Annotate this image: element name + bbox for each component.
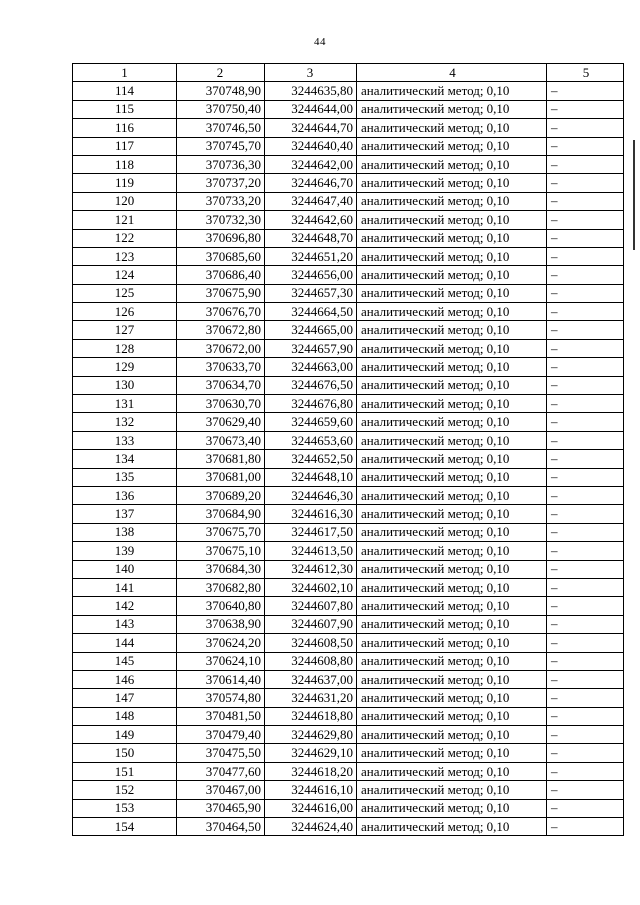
method-accuracy-cell: аналитический метод; 0,10 bbox=[357, 413, 547, 431]
table-row bbox=[73, 303, 624, 321]
note-cell: – bbox=[547, 119, 624, 137]
point-number-cell: 152 bbox=[73, 781, 177, 799]
table-row bbox=[73, 744, 624, 762]
table-row bbox=[73, 726, 624, 744]
note-cell: – bbox=[547, 155, 624, 173]
y-coordinate-cell: 3244665,00 bbox=[265, 321, 357, 339]
note-cell: – bbox=[547, 192, 624, 210]
y-coordinate-cell: 3244644,00 bbox=[265, 100, 357, 118]
note-cell: – bbox=[547, 450, 624, 468]
method-accuracy-cell: аналитический метод; 0,10 bbox=[357, 100, 547, 118]
y-coordinate-cell: 3244637,00 bbox=[265, 670, 357, 688]
note-cell: – bbox=[547, 652, 624, 670]
table-row bbox=[73, 137, 624, 155]
method-accuracy-cell: аналитический метод; 0,10 bbox=[357, 486, 547, 504]
x-coordinate-cell: 370630,70 bbox=[177, 395, 265, 413]
y-coordinate-cell: 3244646,30 bbox=[265, 486, 357, 504]
method-accuracy-cell: аналитический метод; 0,10 bbox=[357, 450, 547, 468]
note-cell: – bbox=[547, 247, 624, 265]
table-row bbox=[73, 247, 624, 265]
table-row bbox=[73, 229, 624, 247]
x-coordinate-cell: 370676,70 bbox=[177, 303, 265, 321]
point-number-cell: 139 bbox=[73, 542, 177, 560]
method-accuracy-cell: аналитический метод; 0,10 bbox=[357, 395, 547, 413]
y-coordinate-cell: 3244616,10 bbox=[265, 781, 357, 799]
x-coordinate-cell: 370634,70 bbox=[177, 376, 265, 394]
method-accuracy-cell: аналитический метод; 0,10 bbox=[357, 818, 547, 836]
x-coordinate-cell: 370684,90 bbox=[177, 505, 265, 523]
x-coordinate-cell: 370633,70 bbox=[177, 358, 265, 376]
table-row bbox=[73, 560, 624, 578]
note-cell: – bbox=[547, 211, 624, 229]
method-accuracy-cell: аналитический метод; 0,10 bbox=[357, 542, 547, 560]
x-coordinate-cell: 370736,30 bbox=[177, 155, 265, 173]
x-coordinate-cell: 370682,80 bbox=[177, 578, 265, 596]
y-coordinate-cell: 3244616,30 bbox=[265, 505, 357, 523]
x-coordinate-cell: 370696,80 bbox=[177, 229, 265, 247]
y-coordinate-cell: 3244608,80 bbox=[265, 652, 357, 670]
x-coordinate-cell: 370737,20 bbox=[177, 174, 265, 192]
point-number-cell: 144 bbox=[73, 634, 177, 652]
note-cell: – bbox=[547, 615, 624, 633]
table-row bbox=[73, 615, 624, 633]
point-number-cell: 126 bbox=[73, 303, 177, 321]
method-accuracy-cell: аналитический метод; 0,10 bbox=[357, 634, 547, 652]
x-coordinate-cell: 370686,40 bbox=[177, 266, 265, 284]
point-number-cell: 128 bbox=[73, 339, 177, 357]
table-row bbox=[73, 266, 624, 284]
y-coordinate-cell: 3244676,50 bbox=[265, 376, 357, 394]
y-coordinate-cell: 3244618,80 bbox=[265, 707, 357, 725]
note-cell: – bbox=[547, 578, 624, 596]
scan-edge-mark bbox=[633, 140, 635, 250]
method-accuracy-cell: аналитический метод; 0,10 bbox=[357, 726, 547, 744]
point-number-cell: 118 bbox=[73, 155, 177, 173]
y-coordinate-cell: 3244648,10 bbox=[265, 468, 357, 486]
note-cell: – bbox=[547, 266, 624, 284]
y-coordinate-cell: 3244647,40 bbox=[265, 192, 357, 210]
point-number-cell: 150 bbox=[73, 744, 177, 762]
x-coordinate-cell: 370479,40 bbox=[177, 726, 265, 744]
point-number-cell: 149 bbox=[73, 726, 177, 744]
note-cell: – bbox=[547, 689, 624, 707]
method-accuracy-cell: аналитический метод; 0,10 bbox=[357, 303, 547, 321]
coordinates-table bbox=[72, 63, 624, 836]
y-coordinate-cell: 3244657,90 bbox=[265, 339, 357, 357]
table-row bbox=[73, 450, 624, 468]
table-row bbox=[73, 211, 624, 229]
table-row bbox=[73, 192, 624, 210]
method-accuracy-cell: аналитический метод; 0,10 bbox=[357, 119, 547, 137]
note-cell: – bbox=[547, 229, 624, 247]
table-row bbox=[73, 634, 624, 652]
point-number-cell: 124 bbox=[73, 266, 177, 284]
note-cell: – bbox=[547, 634, 624, 652]
y-coordinate-cell: 3244616,00 bbox=[265, 799, 357, 817]
y-coordinate-cell: 3244629,80 bbox=[265, 726, 357, 744]
table-row bbox=[73, 321, 624, 339]
x-coordinate-cell: 370675,70 bbox=[177, 523, 265, 541]
point-number-cell: 140 bbox=[73, 560, 177, 578]
point-number-cell: 122 bbox=[73, 229, 177, 247]
note-cell: – bbox=[547, 523, 624, 541]
column-header-5: 5 bbox=[547, 64, 624, 82]
method-accuracy-cell: аналитический метод; 0,10 bbox=[357, 597, 547, 615]
y-coordinate-cell: 3244642,60 bbox=[265, 211, 357, 229]
table-row bbox=[73, 358, 624, 376]
point-number-cell: 142 bbox=[73, 597, 177, 615]
x-coordinate-cell: 370672,80 bbox=[177, 321, 265, 339]
method-accuracy-cell: аналитический метод; 0,10 bbox=[357, 689, 547, 707]
note-cell: – bbox=[547, 560, 624, 578]
y-coordinate-cell: 3244629,10 bbox=[265, 744, 357, 762]
note-cell: – bbox=[547, 82, 624, 100]
note-cell: – bbox=[547, 303, 624, 321]
y-coordinate-cell: 3244602,10 bbox=[265, 578, 357, 596]
point-number-cell: 141 bbox=[73, 578, 177, 596]
note-cell: – bbox=[547, 670, 624, 688]
note-cell: – bbox=[547, 799, 624, 817]
table-row bbox=[73, 119, 624, 137]
table-row bbox=[73, 395, 624, 413]
x-coordinate-cell: 370689,20 bbox=[177, 486, 265, 504]
method-accuracy-cell: аналитический метод; 0,10 bbox=[357, 799, 547, 817]
note-cell: – bbox=[547, 505, 624, 523]
x-coordinate-cell: 370464,50 bbox=[177, 818, 265, 836]
point-number-cell: 135 bbox=[73, 468, 177, 486]
table-row bbox=[73, 100, 624, 118]
x-coordinate-cell: 370750,40 bbox=[177, 100, 265, 118]
method-accuracy-cell: аналитический метод; 0,10 bbox=[357, 266, 547, 284]
point-number-cell: 153 bbox=[73, 799, 177, 817]
point-number-cell: 125 bbox=[73, 284, 177, 302]
table-row bbox=[73, 339, 624, 357]
y-coordinate-cell: 3244618,20 bbox=[265, 762, 357, 780]
column-header-2: 2 bbox=[177, 64, 265, 82]
point-number-cell: 136 bbox=[73, 486, 177, 504]
method-accuracy-cell: аналитический метод; 0,10 bbox=[357, 229, 547, 247]
y-coordinate-cell: 3244608,50 bbox=[265, 634, 357, 652]
method-accuracy-cell: аналитический метод; 0,10 bbox=[357, 431, 547, 449]
method-accuracy-cell: аналитический метод; 0,10 bbox=[357, 211, 547, 229]
point-number-cell: 114 bbox=[73, 82, 177, 100]
method-accuracy-cell: аналитический метод; 0,10 bbox=[357, 321, 547, 339]
note-cell: – bbox=[547, 376, 624, 394]
y-coordinate-cell: 3244613,50 bbox=[265, 542, 357, 560]
method-accuracy-cell: аналитический метод; 0,10 bbox=[357, 578, 547, 596]
table-row bbox=[73, 431, 624, 449]
y-coordinate-cell: 3244631,20 bbox=[265, 689, 357, 707]
x-coordinate-cell: 370745,70 bbox=[177, 137, 265, 155]
x-coordinate-cell: 370467,00 bbox=[177, 781, 265, 799]
point-number-cell: 148 bbox=[73, 707, 177, 725]
method-accuracy-cell: аналитический метод; 0,10 bbox=[357, 137, 547, 155]
point-number-cell: 115 bbox=[73, 100, 177, 118]
method-accuracy-cell: аналитический метод; 0,10 bbox=[357, 652, 547, 670]
point-number-cell: 121 bbox=[73, 211, 177, 229]
note-cell: – bbox=[547, 597, 624, 615]
method-accuracy-cell: аналитический метод; 0,10 bbox=[357, 762, 547, 780]
y-coordinate-cell: 3244617,50 bbox=[265, 523, 357, 541]
point-number-cell: 117 bbox=[73, 137, 177, 155]
table-row bbox=[73, 652, 624, 670]
x-coordinate-cell: 370675,90 bbox=[177, 284, 265, 302]
method-accuracy-cell: аналитический метод; 0,10 bbox=[357, 192, 547, 210]
x-coordinate-cell: 370748,90 bbox=[177, 82, 265, 100]
note-cell: – bbox=[547, 486, 624, 504]
table-body bbox=[73, 82, 624, 836]
y-coordinate-cell: 3244664,50 bbox=[265, 303, 357, 321]
note-cell: – bbox=[547, 395, 624, 413]
method-accuracy-cell: аналитический метод; 0,10 bbox=[357, 174, 547, 192]
point-number-cell: 137 bbox=[73, 505, 177, 523]
x-coordinate-cell: 370614,40 bbox=[177, 670, 265, 688]
method-accuracy-cell: аналитический метод; 0,10 bbox=[357, 707, 547, 725]
y-coordinate-cell: 3244663,00 bbox=[265, 358, 357, 376]
method-accuracy-cell: аналитический метод; 0,10 bbox=[357, 505, 547, 523]
x-coordinate-cell: 370475,50 bbox=[177, 744, 265, 762]
table-row bbox=[73, 523, 624, 541]
x-coordinate-cell: 370684,30 bbox=[177, 560, 265, 578]
table-row bbox=[73, 762, 624, 780]
y-coordinate-cell: 3244653,60 bbox=[265, 431, 357, 449]
x-coordinate-cell: 370465,90 bbox=[177, 799, 265, 817]
method-accuracy-cell: аналитический метод; 0,10 bbox=[357, 339, 547, 357]
y-coordinate-cell: 3244648,70 bbox=[265, 229, 357, 247]
method-accuracy-cell: аналитический метод; 0,10 bbox=[357, 284, 547, 302]
method-accuracy-cell: аналитический метод; 0,10 bbox=[357, 615, 547, 633]
point-number-cell: 129 bbox=[73, 358, 177, 376]
method-accuracy-cell: аналитический метод; 0,10 bbox=[357, 82, 547, 100]
y-coordinate-cell: 3244624,40 bbox=[265, 818, 357, 836]
note-cell: – bbox=[547, 137, 624, 155]
method-accuracy-cell: аналитический метод; 0,10 bbox=[357, 247, 547, 265]
x-coordinate-cell: 370481,50 bbox=[177, 707, 265, 725]
method-accuracy-cell: аналитический метод; 0,10 bbox=[357, 376, 547, 394]
x-coordinate-cell: 370685,60 bbox=[177, 247, 265, 265]
point-number-cell: 145 bbox=[73, 652, 177, 670]
table-row bbox=[73, 818, 624, 836]
point-number-cell: 147 bbox=[73, 689, 177, 707]
note-cell: – bbox=[547, 339, 624, 357]
method-accuracy-cell: аналитический метод; 0,10 bbox=[357, 560, 547, 578]
x-coordinate-cell: 370681,00 bbox=[177, 468, 265, 486]
point-number-cell: 151 bbox=[73, 762, 177, 780]
table-row bbox=[73, 578, 624, 596]
y-coordinate-cell: 3244651,20 bbox=[265, 247, 357, 265]
y-coordinate-cell: 3244607,80 bbox=[265, 597, 357, 615]
x-coordinate-cell: 370672,00 bbox=[177, 339, 265, 357]
page-number: 44 bbox=[314, 36, 326, 48]
point-number-cell: 154 bbox=[73, 818, 177, 836]
x-coordinate-cell: 370477,60 bbox=[177, 762, 265, 780]
point-number-cell: 130 bbox=[73, 376, 177, 394]
method-accuracy-cell: аналитический метод; 0,10 bbox=[357, 523, 547, 541]
note-cell: – bbox=[547, 174, 624, 192]
y-coordinate-cell: 3244676,80 bbox=[265, 395, 357, 413]
table-row bbox=[73, 174, 624, 192]
point-number-cell: 127 bbox=[73, 321, 177, 339]
table-row bbox=[73, 413, 624, 431]
x-coordinate-cell: 370746,50 bbox=[177, 119, 265, 137]
note-cell: – bbox=[547, 468, 624, 486]
y-coordinate-cell: 3244612,30 bbox=[265, 560, 357, 578]
note-cell: – bbox=[547, 707, 624, 725]
note-cell: – bbox=[547, 321, 624, 339]
note-cell: – bbox=[547, 744, 624, 762]
table-row bbox=[73, 82, 624, 100]
y-coordinate-cell: 3244642,00 bbox=[265, 155, 357, 173]
point-number-cell: 133 bbox=[73, 431, 177, 449]
point-number-cell: 120 bbox=[73, 192, 177, 210]
x-coordinate-cell: 370638,90 bbox=[177, 615, 265, 633]
x-coordinate-cell: 370675,10 bbox=[177, 542, 265, 560]
table-header-row bbox=[73, 64, 624, 82]
table-row bbox=[73, 284, 624, 302]
point-number-cell: 143 bbox=[73, 615, 177, 633]
note-cell: – bbox=[547, 781, 624, 799]
table-row bbox=[73, 505, 624, 523]
note-cell: – bbox=[547, 542, 624, 560]
method-accuracy-cell: аналитический метод; 0,10 bbox=[357, 358, 547, 376]
note-cell: – bbox=[547, 431, 624, 449]
point-number-cell: 134 bbox=[73, 450, 177, 468]
x-coordinate-cell: 370732,30 bbox=[177, 211, 265, 229]
point-number-cell: 119 bbox=[73, 174, 177, 192]
x-coordinate-cell: 370574,80 bbox=[177, 689, 265, 707]
column-header-3: 3 bbox=[265, 64, 357, 82]
y-coordinate-cell: 3244656,00 bbox=[265, 266, 357, 284]
y-coordinate-cell: 3244652,50 bbox=[265, 450, 357, 468]
method-accuracy-cell: аналитический метод; 0,10 bbox=[357, 744, 547, 762]
y-coordinate-cell: 3244659,60 bbox=[265, 413, 357, 431]
point-number-cell: 123 bbox=[73, 247, 177, 265]
table-row bbox=[73, 707, 624, 725]
table-row bbox=[73, 781, 624, 799]
table-row bbox=[73, 376, 624, 394]
note-cell: – bbox=[547, 818, 624, 836]
table-row bbox=[73, 799, 624, 817]
table-row bbox=[73, 597, 624, 615]
table-row bbox=[73, 155, 624, 173]
x-coordinate-cell: 370673,40 bbox=[177, 431, 265, 449]
note-cell: – bbox=[547, 358, 624, 376]
method-accuracy-cell: аналитический метод; 0,10 bbox=[357, 155, 547, 173]
x-coordinate-cell: 370640,80 bbox=[177, 597, 265, 615]
column-header-1: 1 bbox=[73, 64, 177, 82]
x-coordinate-cell: 370624,20 bbox=[177, 634, 265, 652]
table-row bbox=[73, 670, 624, 688]
y-coordinate-cell: 3244635,80 bbox=[265, 82, 357, 100]
note-cell: – bbox=[547, 726, 624, 744]
point-number-cell: 146 bbox=[73, 670, 177, 688]
note-cell: – bbox=[547, 762, 624, 780]
y-coordinate-cell: 3244657,30 bbox=[265, 284, 357, 302]
x-coordinate-cell: 370624,10 bbox=[177, 652, 265, 670]
note-cell: – bbox=[547, 284, 624, 302]
y-coordinate-cell: 3244646,70 bbox=[265, 174, 357, 192]
point-number-cell: 131 bbox=[73, 395, 177, 413]
point-number-cell: 132 bbox=[73, 413, 177, 431]
point-number-cell: 138 bbox=[73, 523, 177, 541]
note-cell: – bbox=[547, 100, 624, 118]
x-coordinate-cell: 370629,40 bbox=[177, 413, 265, 431]
table-row bbox=[73, 689, 624, 707]
table-row bbox=[73, 542, 624, 560]
y-coordinate-cell: 3244607,90 bbox=[265, 615, 357, 633]
column-header-4: 4 bbox=[357, 64, 547, 82]
method-accuracy-cell: аналитический метод; 0,10 bbox=[357, 670, 547, 688]
table-row bbox=[73, 468, 624, 486]
method-accuracy-cell: аналитический метод; 0,10 bbox=[357, 468, 547, 486]
y-coordinate-cell: 3244640,40 bbox=[265, 137, 357, 155]
point-number-cell: 116 bbox=[73, 119, 177, 137]
method-accuracy-cell: аналитический метод; 0,10 bbox=[357, 781, 547, 799]
note-cell: – bbox=[547, 413, 624, 431]
x-coordinate-cell: 370733,20 bbox=[177, 192, 265, 210]
y-coordinate-cell: 3244644,70 bbox=[265, 119, 357, 137]
x-coordinate-cell: 370681,80 bbox=[177, 450, 265, 468]
table-row bbox=[73, 486, 624, 504]
